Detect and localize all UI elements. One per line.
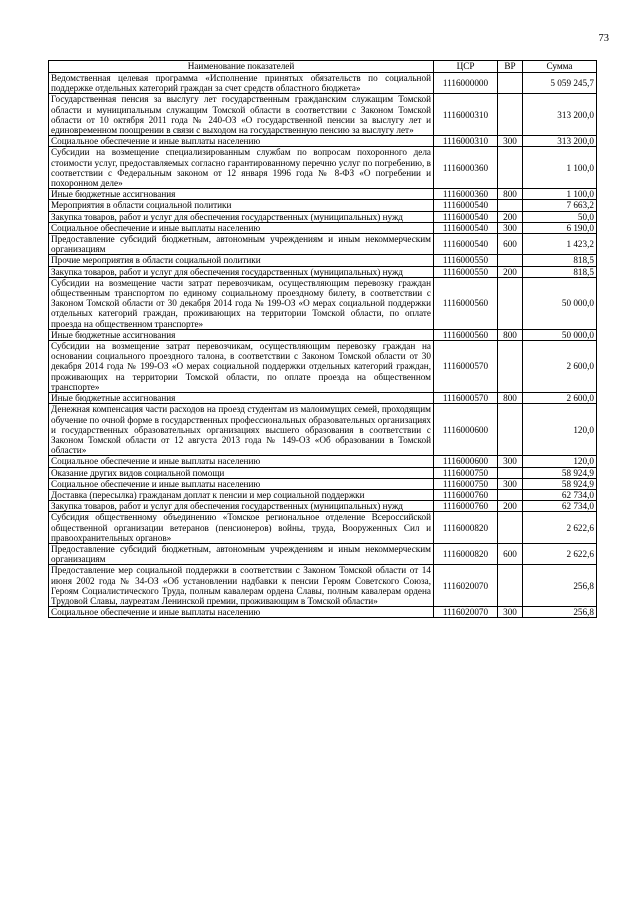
table-row [49, 456, 597, 467]
table-row [49, 565, 597, 607]
table-row [49, 501, 597, 512]
sum-cell: 1 423,2 [523, 234, 597, 255]
vr-cell [498, 73, 523, 94]
vr-cell [498, 255, 523, 266]
name-cell: Иные бюджетные ассигнования [49, 329, 434, 340]
csr-cell: 1116000600 [434, 404, 498, 456]
vr-cell: 600 [498, 543, 523, 564]
name-cell: Закупка товаров, работ и услуг для обеспечения государственных (муниципальных) нужд [49, 266, 434, 277]
table-row [49, 94, 597, 136]
csr-cell: 1116000540 [434, 234, 498, 255]
sum-cell: 818,5 [523, 266, 597, 277]
csr-cell: 1116000550 [434, 266, 498, 277]
csr-cell: 1116000760 [434, 501, 498, 512]
sum-cell: 2 622,6 [523, 543, 597, 564]
sum-cell: 313 200,0 [523, 136, 597, 147]
csr-cell: 1116000570 [434, 393, 498, 404]
name-cell: Мероприятия в области социальной политики [49, 200, 434, 211]
name-cell: Доставка (пересылка) гражданам доплат к пенсии и мер социальной поддержки [49, 489, 434, 500]
table-header-row [49, 61, 597, 73]
budget-table [48, 60, 597, 618]
name-cell: Предоставление мер социальной поддержки в соответствии с Законом Томской области от 14 июня 2002 года № 34-ОЗ «Об установлении надбавки к пенсии Героям Советского Союза, Героям Социалистического Труда, полным кавалерам ордена Славы, полным кавалерам ордена Трудовой Славы, лауреатам Ленинской премии, проживающим в Томской области» [49, 565, 434, 607]
name-cell: Закупка товаров, работ и услуг для обеспечения государственных (муниципальных) нужд [49, 211, 434, 222]
name-cell: Социальное обеспечение и иные выплаты населению [49, 478, 434, 489]
vr-cell: 600 [498, 234, 523, 255]
column-header-name: Наименование показателей [49, 61, 434, 73]
table-row [49, 489, 597, 500]
csr-cell: 1116000550 [434, 255, 498, 266]
table-row [49, 329, 597, 340]
column-header-sum: Сумма [523, 61, 597, 73]
page-number: 73 [598, 33, 609, 44]
csr-cell: 1116000310 [434, 136, 498, 147]
sum-cell: 6 190,0 [523, 222, 597, 233]
vr-cell: 300 [498, 478, 523, 489]
name-cell: Предоставление субсидий бюджетным, автономным учреждениям и иным некоммерческим организациям [49, 234, 434, 255]
sum-cell: 7 663,2 [523, 200, 597, 211]
name-cell: Субсидии на возмещение специализированным службам по вопросам похоронного дела стоимости услуг, предоставляемых согласно гарантированному перечню услуг по погребению, в соответствии с Федеральным законом от 12 января 1996 года № 8-ФЗ «О погребении и похоронном деле» [49, 147, 434, 189]
csr-cell: 1116000820 [434, 512, 498, 544]
vr-cell: 300 [498, 136, 523, 147]
csr-cell: 1116000360 [434, 189, 498, 200]
vr-cell: 300 [498, 222, 523, 233]
csr-cell: 1116000600 [434, 456, 498, 467]
vr-cell [498, 277, 523, 329]
sum-cell: 50,0 [523, 211, 597, 222]
csr-cell: 1116000760 [434, 489, 498, 500]
sum-cell: 120,0 [523, 456, 597, 467]
sum-cell: 62 734,0 [523, 501, 597, 512]
name-cell: Прочие мероприятия в области социальной политики [49, 255, 434, 266]
name-cell: Оказание других видов социальной помощи [49, 467, 434, 478]
sum-cell: 1 100,0 [523, 147, 597, 189]
table-row [49, 200, 597, 211]
name-cell: Социальное обеспечение и иные выплаты населению [49, 136, 434, 147]
sum-cell: 1 100,0 [523, 189, 597, 200]
name-cell: Субсидия общественному объединению «Томское региональное отделение Всероссийской общественной организации ветеранов (пенсионеров) войны, труда, Вооруженных Сил и правоохранительных органов» [49, 512, 434, 544]
table-row [49, 467, 597, 478]
sum-cell: 2 600,0 [523, 341, 597, 393]
vr-cell: 200 [498, 211, 523, 222]
table-row [49, 543, 597, 564]
vr-cell [498, 200, 523, 211]
table-row [49, 478, 597, 489]
csr-cell: 1116020070 [434, 607, 498, 618]
vr-cell [498, 467, 523, 478]
name-cell: Социальное обеспечение и иные выплаты населению [49, 222, 434, 233]
csr-cell: 1116000750 [434, 467, 498, 478]
name-cell: Ведомственная целевая программа «Исполнение принятых обязательств по социальной поддержке отдельных категорий граждан за счет средств областного бюджета» [49, 73, 434, 94]
column-header-csr: ЦСР [434, 61, 498, 73]
sum-cell: 818,5 [523, 255, 597, 266]
vr-cell [498, 94, 523, 136]
sum-cell: 2 600,0 [523, 393, 597, 404]
column-header-vr: ВР [498, 61, 523, 73]
csr-cell: 1116000540 [434, 211, 498, 222]
vr-cell: 300 [498, 607, 523, 618]
table-row [49, 404, 597, 456]
name-cell: Социальное обеспечение и иные выплаты населению [49, 607, 434, 618]
table-row [49, 136, 597, 147]
vr-cell: 300 [498, 456, 523, 467]
vr-cell: 800 [498, 329, 523, 340]
csr-cell: 1116020070 [434, 565, 498, 607]
vr-cell: 800 [498, 189, 523, 200]
sum-cell: 50 000,0 [523, 277, 597, 329]
table-row [49, 222, 597, 233]
csr-cell: 1116000560 [434, 329, 498, 340]
csr-cell: 1116000360 [434, 147, 498, 189]
table-row [49, 266, 597, 277]
vr-cell [498, 489, 523, 500]
csr-cell: 1116000000 [434, 73, 498, 94]
sum-cell: 62 734,0 [523, 489, 597, 500]
vr-cell [498, 404, 523, 456]
csr-cell: 1116000750 [434, 478, 498, 489]
name-cell: Закупка товаров, работ и услуг для обеспечения государственных (муниципальных) нужд [49, 501, 434, 512]
table-row [49, 512, 597, 544]
sum-cell: 256,8 [523, 565, 597, 607]
name-cell: Денежная компенсация части расходов на проезд студентам из малоимущих семей, проходящим обучение по очной форме в государственных профессиональных образовательных организациях и государственных образовательных организациях высшего образования в соответствии с Законом Томской области от 12 августа 2013 года № 149-ОЗ «Об образовании в Томской области» [49, 404, 434, 456]
table-row [49, 211, 597, 222]
csr-cell: 1116000560 [434, 277, 498, 329]
vr-cell: 200 [498, 266, 523, 277]
table-row [49, 277, 597, 329]
csr-cell: 1116000570 [434, 341, 498, 393]
table-row [49, 255, 597, 266]
table-row [49, 393, 597, 404]
table-row [49, 234, 597, 255]
name-cell: Субсидии на возмещение затрат перевозчикам, осуществляющим перевозку граждан на основании социального проездного талона, в соответствии с Законом Томской области от 30 декабря 2014 года № 199-ОЗ «О мерах социальной поддержки отдельных категорий граждан, проживающих на территории Томской области, по оплате проезда на общественном транспорте» [49, 341, 434, 393]
name-cell: Социальное обеспечение и иные выплаты населению [49, 456, 434, 467]
name-cell: Иные бюджетные ассигнования [49, 189, 434, 200]
vr-cell [498, 147, 523, 189]
table-row [49, 73, 597, 94]
sum-cell: 2 622,6 [523, 512, 597, 544]
csr-cell: 1116000310 [434, 94, 498, 136]
name-cell: Предоставление субсидий бюджетным, автономным учреждениям и иным некоммерческим организациям [49, 543, 434, 564]
table-body [49, 73, 597, 618]
vr-cell [498, 565, 523, 607]
vr-cell: 200 [498, 501, 523, 512]
sum-cell: 120,0 [523, 404, 597, 456]
sum-cell: 313 200,0 [523, 94, 597, 136]
table-row [49, 189, 597, 200]
name-cell: Иные бюджетные ассигнования [49, 393, 434, 404]
vr-cell [498, 512, 523, 544]
table-row [49, 147, 597, 189]
vr-cell: 800 [498, 393, 523, 404]
table-row [49, 341, 597, 393]
csr-cell: 1116000540 [434, 200, 498, 211]
name-cell: Государственная пенсия за выслугу лет государственным гражданским служащим Томской области и муниципальным служащим Томской области в соответствии с Законом Томской области от 10 октября 2011 года № 240-ОЗ «О государственной пенсии за выслугу лет и единовременном поощрении в связи с выходом на государственную пенсию за выслугу лет» [49, 94, 434, 136]
csr-cell: 1116000820 [434, 543, 498, 564]
sum-cell: 50 000,0 [523, 329, 597, 340]
sum-cell: 5 059 245,7 [523, 73, 597, 94]
csr-cell: 1116000540 [434, 222, 498, 233]
table-row [49, 607, 597, 618]
sum-cell: 58 924,9 [523, 467, 597, 478]
vr-cell [498, 341, 523, 393]
name-cell: Субсидии на возмещение части затрат перевозчикам, осуществляющим перевозку граждан общественным транспортом по единому социальному проездному билету, в соответствии с Законом Томской области от 30 декабря 2014 года № 199-ОЗ «О мерах социальной поддержки отдельных категорий граждан, проживающих на территории Томской области, по оплате проезда на общественном транспорте» [49, 277, 434, 329]
sum-cell: 58 924,9 [523, 478, 597, 489]
sum-cell: 256,8 [523, 607, 597, 618]
